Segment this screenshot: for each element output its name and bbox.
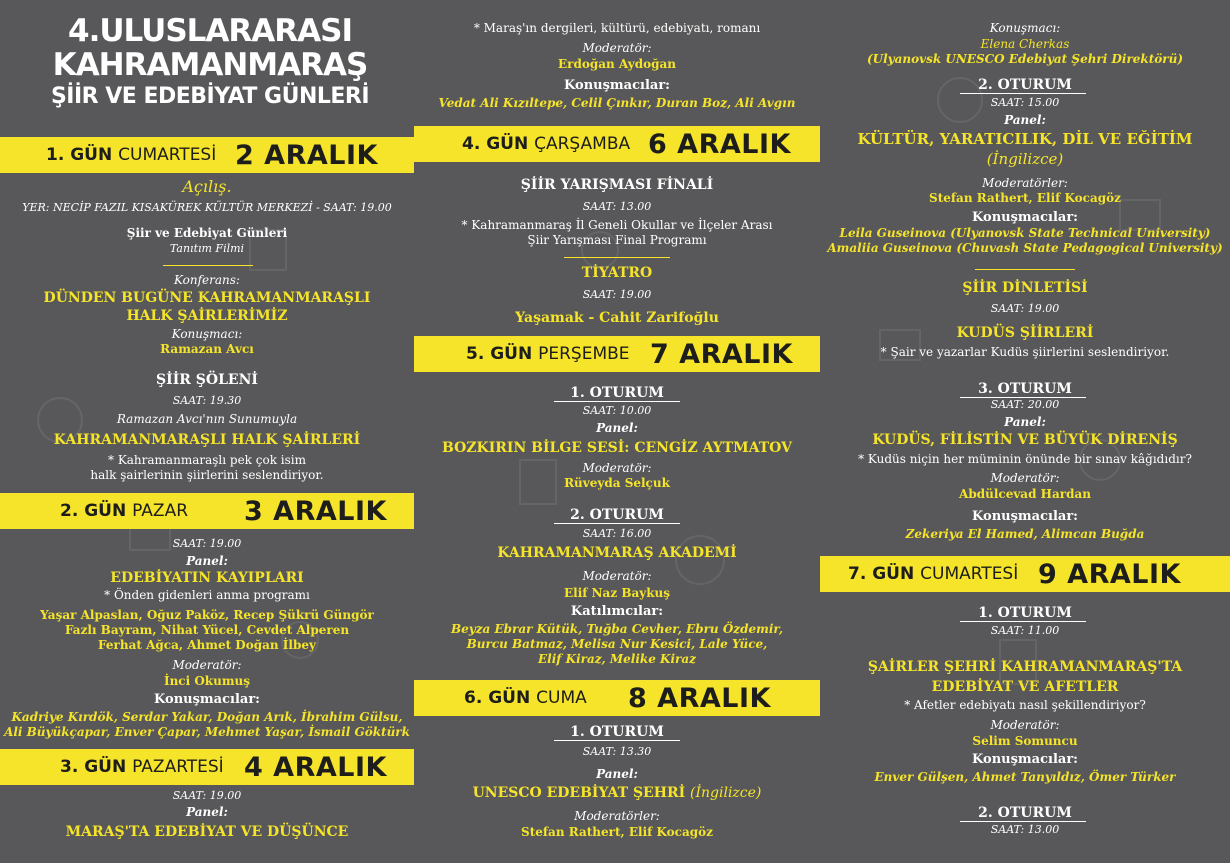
day6-dinleti-saat: SAAT: 19.00 [990,302,1060,315]
underline [554,401,680,402]
day6-o1-title-sub: (İngilizce) [690,785,762,801]
day6-o2-title: KÜLTÜR, YARATICILIK, DİL VE EĞİTİM [857,130,1193,148]
day6-dinleti: ŞİİR DİNLETİSİ [962,280,1088,296]
day5-katilimcilar-label: Katılımcılar: [570,604,664,619]
day2-weekday: PAZAR [132,501,189,521]
day4-note-1: * Kahramanmaraş İl Geneli Okullar ve İlçeler Arası [461,218,773,232]
day1-konferans-label: Konferans: [174,273,240,287]
day6-o2-panel: Panel: [1004,113,1046,127]
day6-o2-kon-1: Leila Guseinova (Ulyanovsk State Technical University) [839,226,1211,240]
day7-o1-mod-label: Moderatör: [990,718,1060,732]
divider [163,265,253,266]
day5-o1-saat: SAAT: 10.00 [582,404,652,417]
day7-o1-title-2: EDEBİYAT VE AFETLER [931,679,1119,695]
day3-weekday: PAZARTESİ [132,757,224,777]
day2-date: 3 ARALIK [244,495,387,527]
day1-acilis: Açılış. [182,177,232,196]
day2-note: * Önden gidenleri anma programı [104,588,310,602]
day4-note-2: Şiir Yarışması Final Programı [527,233,707,247]
day5-oturum-2: 2. OTURUM [570,507,664,523]
day5-katilimcilar-3: Elif Kiraz, Melike Kiraz [538,652,696,666]
day2-konusmacilar-label: Konuşmacılar: [154,692,260,707]
day6-o3-kon: Zekeriya El Hamed, Alimcan Buğda [905,527,1145,541]
day2-names-1: Yaşar Alpaslan, Oğuz Paköz, Recep Şükrü Güngör [40,608,374,622]
day6-o1-title-line [414,785,820,801]
day5-o2-mod: Elif Naz Baykuş [563,586,671,600]
day2-konusmacilar-2: Ali Büyükçapar, Enver Çapar, Mehmet Yaşar, İsmail Göktürk [4,725,410,739]
day3-number: 3. GÜN [60,757,127,777]
day7-weekday: CUMARTESİ [920,564,1019,584]
day3-title: MARAŞ'TA EDEBİYAT VE DÜŞÜNCE [65,824,349,840]
day5-katilimcilar-1: Beyza Ebrar Kütük, Tuğba Cevher, Ebru Özdemir, [450,622,784,636]
day4-date: 6 ARALIK [648,128,791,160]
day4-oyun: Yaşamak - Cahit Zarifoğlu [515,310,719,326]
day5-band [414,336,820,372]
day6-o2-title-sub: (İngilizce) [986,150,1064,168]
title-line-1: 4.ULUSLARARASI [68,13,352,49]
day6-konusmaci: Elena Cherkas [980,37,1070,51]
day5-oturum-1: 1. OTURUM [570,385,664,401]
day3-konusmacilar: Vedat Ali Kızıltepe, Celil Çınkır, Duran Boz, Ali Avgın [438,96,796,110]
day3-saat: SAAT: 19.00 [172,789,242,802]
day6-o2-kon-label: Konuşmacılar: [972,210,1078,225]
day6-o1-panel: Panel: [596,767,638,781]
day7-o1-mod: Selim Somuncu [972,734,1078,748]
day6-o3-title: KUDÜS, FİLİSTİN VE BÜYÜK DİRENİŞ [872,432,1178,448]
day6-oturum-2: 2. OTURUM [978,77,1072,93]
day3-konusmacilar-label: Konuşmacılar: [564,78,670,93]
day6-o3-panel: Panel: [1004,415,1046,429]
event-title [50,14,370,112]
day7-oturum-1: 1. OTURUM [978,605,1072,621]
day4-number: 4. GÜN [462,134,529,154]
day7-label [848,564,1018,584]
day5-o1-panel: Panel: [596,421,638,435]
day4-saat-2: SAAT: 19.00 [582,288,652,301]
day6-kudus: KUDÜS ŞİİRLERİ [956,325,1094,341]
day5-o1-mod-label: Moderatör: [582,461,652,475]
day7-band [820,556,1230,592]
day5-o2-mod-label: Moderatör: [582,569,652,583]
day6-o1-mod: Stefan Rathert, Elif Kocagöz [521,825,713,839]
day7-o1-title-1: ŞAİRLER ŞEHRİ KAHRAMANMARAŞ'TA [867,659,1183,675]
day4-finali: ŞİİR YARIŞMASI FİNALİ [520,177,714,193]
day1-film-sub: Tanıtım Filmi [169,242,245,255]
day5-date: 7 ARALIK [650,338,793,370]
day7-date: 9 ARALIK [1038,558,1181,590]
day5-label [466,344,630,364]
day7-o1-saat: SAAT: 11.00 [990,624,1060,637]
day3-band [0,749,414,785]
day1-konferans-title-1: DÜNDEN BUGÜNE KAHRAMANMARAŞLI [43,290,371,306]
day2-band [0,493,414,529]
day3-note: * Maraş'ın dergileri, kültürü, edebiyatı, romanı [473,21,761,35]
underline [554,740,680,741]
day2-label [60,501,188,521]
day6-number: 6. GÜN [464,688,531,708]
day6-o2-saat: SAAT: 15.00 [990,96,1060,109]
day7-o1-kon-label: Konuşmacılar: [972,752,1078,767]
day6-o2-mod: Stefan Rathert, Elif Kocagöz [929,191,1121,205]
day6-o3-kon-label: Konuşmacılar: [972,509,1078,524]
day5-o1-mod: Rüveyda Selçuk [564,476,670,490]
day2-title: EDEBİYATIN KAYIPLARI [110,570,304,586]
day1-date: 2 ARALIK [235,139,378,171]
day1-number: 1. GÜN [46,145,113,165]
day7-oturum-2: 2. OTURUM [978,805,1072,821]
day1-note-1: * Kahramanmaraşlı pek çok isim [108,453,306,467]
day6-konusmaci-title: (Ulyanovsk UNESCO Edebiyat Şehri Direktörü) [866,52,1183,66]
day6-band [414,680,820,716]
day1-label [46,145,216,165]
day4-weekday: ÇARŞAMBA [534,134,631,154]
day6-o1-saat: SAAT: 13.30 [582,745,652,758]
day2-names-2: Fazlı Bayram, Nihat Yücel, Cevdet Alperen [64,623,350,637]
underline [960,821,1086,822]
day1-konferans-title-2: HALK ŞAİRLERİMİZ [126,308,288,324]
day2-moderator: İnci Okumuş [163,674,251,688]
day1-weekday: CUMARTESİ [118,145,217,165]
day6-konusmaci-label: Konuşmacı: [989,21,1061,35]
day6-weekday: CUMA [536,688,587,708]
day4-tiyatro: TİYATRO [581,265,653,281]
day1-venue: YER: NECİP FAZIL KISAKÜREK KÜLTÜR MERKEZİ - SAAT: 19.00 [22,201,392,214]
day3-date: 4 ARALIK [244,751,387,783]
day6-kudus-note: * Şair ve yazarlar Kudüs şiirlerini seslendiriyor. [880,345,1170,359]
day1-halk: KAHRAMANMARAŞLI HALK ŞAİRLERİ [53,432,361,448]
day5-number: 5. GÜN [466,344,533,364]
day2-number: 2. GÜN [60,501,127,521]
day7-o1-note: * Afetler edebiyatı nasıl şekillendiriyor? [904,698,1146,712]
day4-band [414,126,820,162]
day2-names-3: Ferhat Ağca, Ahmet Doğan İlbey [98,638,316,652]
day3-panel: Panel: [186,805,228,819]
day6-o3-mod: Abdülcevad Hardan [959,487,1091,501]
day6-o2-mod-label: Moderatörler: [982,176,1068,190]
day7-o2-saat: SAAT: 13.00 [990,823,1060,836]
day2-moderator-label: Moderatör: [172,658,242,672]
day1-soleni: ŞİİR ŞÖLENİ [156,372,258,388]
underline [554,523,680,524]
day6-label [464,688,587,708]
day2-konusmacilar-1: Kadriye Kırdök, Serdar Yakar, Doğan Arık, İbrahim Gülsu, [11,710,403,724]
day3-moderator-label: Moderatör: [582,41,652,55]
title-line-3: ŞİİR VE EDEBİYAT GÜNLERİ [50,84,370,109]
day2-saat: SAAT: 19.00 [172,537,242,550]
divider [975,269,1075,270]
day6-o1-title: UNESCO EDEBİYAT ŞEHRİ [472,785,686,801]
day6-oturum-3: 3. OTURUM [978,381,1072,397]
day6-o3-note: * Kudüs niçin her müminin önünde bir sınav kâğıdıdır? [858,452,1192,466]
day3-moderator: Erdoğan Aydoğan [557,57,676,71]
day1-note-2: halk şairlerinin şiirlerini seslendiriyor. [90,468,324,482]
day5-o2-title: KAHRAMANMARAŞ AKADEMİ [497,545,737,561]
underline [960,93,1086,94]
day6-o3-saat: SAAT: 20.00 [990,398,1060,411]
divider [564,257,670,258]
day5-o1-title: BOZKIRIN BİLGE SESİ: CENGİZ AYTMATOV [442,440,792,456]
day1-konusmaci: Ramazan Avcı [160,342,254,356]
underline [960,621,1086,622]
day1-sunum: Ramazan Avcı'nın Sunumuyla [116,412,298,426]
day2-panel: Panel: [186,554,228,568]
day6-o2-kon-2: Amaliia Guseinova (Chuvash State Pedagogical University) [827,241,1223,255]
day1-konusmaci-label: Konuşmacı: [171,327,243,341]
day5-weekday: PERŞEMBE [538,344,630,364]
day1-saat: SAAT: 19.30 [172,394,242,407]
day6-o1-mod-label: Moderatörler: [574,809,660,823]
day1-band [0,137,414,173]
day7-o1-kon: Enver Gülşen, Ahmet Tanyıldız, Ömer Türker [874,770,1176,784]
day5-o2-saat: SAAT: 16.00 [582,527,652,540]
day4-label [462,134,630,154]
day4-saat: SAAT: 13.00 [582,200,652,213]
day7-number: 7. GÜN [848,564,915,584]
day6-o3-mod-label: Moderatör: [990,471,1060,485]
day6-oturum-1: 1. OTURUM [570,724,664,740]
day6-date: 8 ARALIK [628,682,771,714]
title-line-2: KAHRAMANMARAŞ [52,47,368,83]
day1-film-title: Şiir ve Edebiyat Günleri [126,226,288,240]
day3-label [60,757,224,777]
day5-katilimcilar-2: Burcu Batmaz, Melisa Nur Kesici, Lale Yüce, [466,637,768,651]
